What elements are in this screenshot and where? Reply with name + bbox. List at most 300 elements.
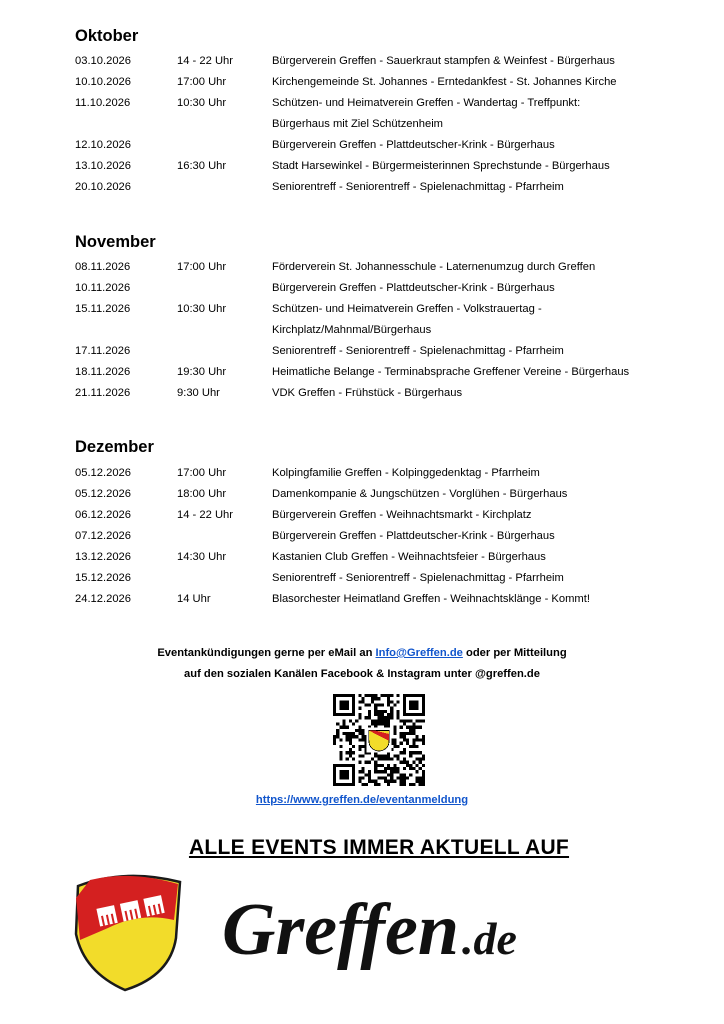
event-date: 17.11.2026 bbox=[75, 345, 131, 357]
event-date: 06.12.2026 bbox=[75, 509, 131, 521]
qr-module bbox=[419, 738, 422, 741]
announcement-line-1 bbox=[0, 647, 724, 659]
qr-module bbox=[419, 761, 422, 764]
qr-module bbox=[396, 757, 399, 760]
qr-module bbox=[362, 738, 365, 741]
qr-module bbox=[393, 732, 396, 735]
qr-module bbox=[365, 773, 368, 776]
qr-module bbox=[346, 735, 349, 738]
qr-module bbox=[339, 726, 342, 729]
qr-module bbox=[393, 754, 396, 757]
qr-module bbox=[358, 732, 361, 735]
qr-module bbox=[403, 773, 406, 776]
qr-module bbox=[368, 704, 371, 707]
qr-module bbox=[371, 697, 374, 700]
event-text: Kirchplatz/Mahnmal/Bürgerhaus bbox=[272, 324, 432, 336]
event-text: Kolpingfamilie Greffen - Kolpinggedenktag - Pfarrheim bbox=[272, 467, 540, 479]
qr-module bbox=[352, 757, 355, 760]
qr-module bbox=[390, 707, 393, 710]
qr-module bbox=[403, 783, 406, 786]
qr-module bbox=[368, 713, 371, 716]
qr-module bbox=[422, 783, 425, 786]
qr-module bbox=[409, 764, 412, 767]
logo-suffix: .de bbox=[462, 913, 517, 964]
qr-module bbox=[349, 735, 352, 738]
qr-module bbox=[339, 751, 342, 754]
event-date: 05.12.2026 bbox=[75, 467, 131, 479]
email-link[interactable]: Info@Greffen.de bbox=[375, 647, 463, 659]
qr-module bbox=[346, 751, 349, 754]
qr-module bbox=[387, 757, 390, 760]
event-text: Bürgerverein Greffen - Sauerkraut stampfen & Weinfest - Bürgerhaus bbox=[272, 55, 615, 67]
qr-module bbox=[374, 704, 377, 707]
qr-module bbox=[393, 745, 396, 748]
qr-module bbox=[390, 757, 393, 760]
event-text: Kirchengemeinde St. Johannes - Erntedankfest - St. Johannes Kirche bbox=[272, 76, 617, 88]
qr-module bbox=[403, 761, 406, 764]
qr-module bbox=[371, 780, 374, 783]
qr-module bbox=[419, 767, 422, 770]
qr-module bbox=[381, 757, 384, 760]
qr-module bbox=[374, 767, 377, 770]
qr-module bbox=[390, 767, 393, 770]
qr-module bbox=[368, 776, 371, 779]
qr-module bbox=[381, 694, 384, 697]
qr-module bbox=[387, 700, 390, 703]
qr-module bbox=[400, 719, 403, 722]
qr-module bbox=[400, 783, 403, 786]
qr-module bbox=[381, 716, 384, 719]
qr-module bbox=[355, 729, 358, 732]
qr-module bbox=[412, 742, 415, 745]
qr-module bbox=[393, 704, 396, 707]
qr-module bbox=[406, 761, 409, 764]
qr-module bbox=[365, 704, 368, 707]
qr-module bbox=[343, 726, 346, 729]
qr-module bbox=[415, 719, 418, 722]
qr-module bbox=[387, 704, 390, 707]
qr-module bbox=[371, 757, 374, 760]
qr-module bbox=[412, 751, 415, 754]
qr-module bbox=[387, 713, 390, 716]
qr-module bbox=[384, 754, 387, 757]
qr-module bbox=[400, 751, 403, 754]
qr-module bbox=[422, 780, 425, 783]
qr-module bbox=[333, 738, 336, 741]
event-row bbox=[75, 93, 695, 114]
event-row bbox=[75, 135, 695, 156]
qr-module bbox=[362, 754, 365, 757]
qr-module bbox=[336, 723, 339, 726]
event-text: Kastanien Club Greffen - Weihnachtsfeier - Bürgerhaus bbox=[272, 551, 546, 563]
qr-module bbox=[336, 735, 339, 738]
qr-module bbox=[343, 723, 346, 726]
qr-module bbox=[393, 767, 396, 770]
event-time: 9:30 Uhr bbox=[177, 387, 220, 399]
qr-module bbox=[384, 710, 387, 713]
qr-module bbox=[339, 757, 342, 760]
event-text: Damenkompanie & Jungschützen - Vorglühen - Bürgerhaus bbox=[272, 488, 568, 500]
qr-module bbox=[409, 719, 412, 722]
qr-module bbox=[355, 719, 358, 722]
event-text: VDK Greffen - Frühstück - Bürgerhaus bbox=[272, 387, 463, 399]
event-date: 03.10.2026 bbox=[75, 55, 131, 67]
qr-module bbox=[409, 726, 412, 729]
qr-module bbox=[419, 719, 422, 722]
qr-module bbox=[377, 713, 380, 716]
qr-module bbox=[403, 748, 406, 751]
qr-module bbox=[362, 697, 365, 700]
qr-module bbox=[358, 761, 361, 764]
qr-module bbox=[352, 732, 355, 735]
qr-module bbox=[339, 754, 342, 757]
event-row bbox=[75, 156, 695, 177]
qr-module bbox=[422, 754, 425, 757]
event-text: Schützen- und Heimatverein Greffen - Volkstrauertag - bbox=[272, 303, 542, 315]
qr-module bbox=[362, 745, 365, 748]
month-heading-oktober: Oktober bbox=[75, 27, 139, 45]
qr-module bbox=[349, 754, 352, 757]
qr-module bbox=[387, 719, 390, 722]
qr-module bbox=[358, 745, 361, 748]
qr-module bbox=[374, 770, 377, 773]
qr-module bbox=[377, 719, 380, 722]
qr-module bbox=[393, 726, 396, 729]
qr-module bbox=[403, 751, 406, 754]
qr-module bbox=[419, 776, 422, 779]
qr-module bbox=[415, 757, 418, 760]
logo-wordmark: Greffen bbox=[222, 889, 460, 971]
qr-module bbox=[384, 776, 387, 779]
event-text: Bürgerverein Greffen - Plattdeutscher-Krink - Bürgerhaus bbox=[272, 530, 555, 542]
qr-module bbox=[358, 694, 361, 697]
qr-module bbox=[390, 770, 393, 773]
event-registration-link[interactable]: https://www.greffen.de/eventanmeldung bbox=[255, 794, 469, 806]
event-time: 17:00 Uhr bbox=[177, 467, 227, 479]
event-row bbox=[75, 362, 695, 383]
announcement-text: Eventankündigungen gerne per eMail an bbox=[157, 647, 376, 659]
event-time: 10:30 Uhr bbox=[177, 97, 227, 109]
event-text: Heimatliche Belange - Terminabsprache Greffener Vereine - Bürgerhaus bbox=[272, 366, 630, 378]
qr-module bbox=[406, 738, 409, 741]
event-date: 18.11.2026 bbox=[75, 366, 131, 378]
event-text: Seniorentreff - Seniorentreff - Spielenachmittag - Pfarrheim bbox=[272, 572, 564, 584]
qr-module bbox=[415, 751, 418, 754]
qr-module bbox=[396, 716, 399, 719]
qr-module bbox=[403, 780, 406, 783]
event-row bbox=[75, 257, 695, 278]
qr-module bbox=[396, 770, 399, 773]
qr-code[interactable] bbox=[333, 694, 425, 786]
qr-module bbox=[387, 694, 390, 697]
qr-module bbox=[349, 719, 352, 722]
qr-module bbox=[400, 780, 403, 783]
qr-module bbox=[381, 770, 384, 773]
event-text: Bürgerhaus mit Ziel Schützenheim bbox=[272, 118, 443, 130]
qr-module bbox=[422, 776, 425, 779]
qr-module bbox=[349, 748, 352, 751]
qr-module bbox=[362, 735, 365, 738]
event-date: 13.10.2026 bbox=[75, 160, 131, 172]
event-text: Bürgerverein Greffen - Plattdeutscher-Krink - Bürgerhaus bbox=[272, 282, 555, 294]
qr-module bbox=[390, 776, 393, 779]
qr-module bbox=[415, 726, 418, 729]
qr-module bbox=[393, 742, 396, 745]
qr-module bbox=[381, 710, 384, 713]
month-heading-november: November bbox=[75, 233, 156, 251]
qr-module bbox=[381, 754, 384, 757]
qr-module bbox=[384, 780, 387, 783]
qr-module bbox=[403, 723, 406, 726]
qr-module bbox=[422, 735, 425, 738]
qr-module bbox=[336, 729, 339, 732]
event-time: 17:00 Uhr bbox=[177, 261, 227, 273]
qr-module bbox=[406, 742, 409, 745]
announcement-text: oder per Mitteilung bbox=[462, 647, 567, 659]
event-row bbox=[75, 51, 695, 72]
qr-module bbox=[390, 710, 393, 713]
event-time: 19:30 Uhr bbox=[177, 366, 227, 378]
qr-module bbox=[422, 742, 425, 745]
qr-module bbox=[412, 745, 415, 748]
qr-module bbox=[377, 716, 380, 719]
event-row bbox=[75, 299, 695, 320]
event-date: 07.12.2026 bbox=[75, 530, 131, 542]
qr-module bbox=[422, 770, 425, 773]
qr-module bbox=[381, 704, 384, 707]
qr-module bbox=[381, 776, 384, 779]
qr-module bbox=[333, 742, 336, 745]
qr-module bbox=[362, 700, 365, 703]
qr-module bbox=[384, 719, 387, 722]
event-time: 14 Uhr bbox=[177, 593, 211, 605]
event-date: 24.12.2026 bbox=[75, 593, 131, 605]
qr-module bbox=[422, 738, 425, 741]
qr-module bbox=[377, 710, 380, 713]
month-heading-dezember: Dezember bbox=[75, 438, 154, 456]
qr-module bbox=[362, 770, 365, 773]
qr-module bbox=[403, 719, 406, 722]
qr-module bbox=[390, 780, 393, 783]
event-time: 16:30 Uhr bbox=[177, 160, 227, 172]
qr-module bbox=[393, 764, 396, 767]
qr-module bbox=[419, 780, 422, 783]
event-text: Seniorentreff - Seniorentreff - Spielenachmittag - Pfarrheim bbox=[272, 345, 564, 357]
qr-module bbox=[365, 761, 368, 764]
event-date: 21.11.2026 bbox=[75, 387, 131, 399]
qr-module bbox=[409, 773, 412, 776]
qr-module bbox=[362, 729, 365, 732]
qr-module bbox=[346, 726, 349, 729]
qr-module bbox=[387, 783, 390, 786]
qr-module bbox=[422, 764, 425, 767]
event-date: 13.12.2026 bbox=[75, 551, 131, 563]
event-time: 10:30 Uhr bbox=[177, 303, 227, 315]
qr-module bbox=[415, 735, 418, 738]
qr-module bbox=[374, 707, 377, 710]
event-row-continuation bbox=[75, 320, 695, 341]
qr-module bbox=[343, 732, 346, 735]
qr-module bbox=[365, 694, 368, 697]
qr-module bbox=[415, 770, 418, 773]
qr-module bbox=[358, 700, 361, 703]
qr-module bbox=[393, 729, 396, 732]
qr-module bbox=[387, 697, 390, 700]
qr-module bbox=[396, 767, 399, 770]
qr-module bbox=[368, 710, 371, 713]
qr-module bbox=[381, 719, 384, 722]
qr-module bbox=[358, 776, 361, 779]
qr-module bbox=[422, 719, 425, 722]
qr-module bbox=[377, 704, 380, 707]
qr-module bbox=[358, 754, 361, 757]
qr-module bbox=[406, 764, 409, 767]
qr-module bbox=[387, 754, 390, 757]
event-row bbox=[75, 177, 695, 198]
qr-module bbox=[415, 780, 418, 783]
qr-module bbox=[419, 751, 422, 754]
qr-module bbox=[368, 716, 371, 719]
event-row bbox=[75, 589, 695, 610]
event-row bbox=[75, 72, 695, 93]
event-text: Bürgerverein Greffen - Weihnachtsmarkt - Kirchplatz bbox=[272, 509, 532, 521]
qr-module bbox=[349, 738, 352, 741]
qr-module bbox=[403, 767, 406, 770]
qr-module bbox=[362, 732, 365, 735]
qr-module bbox=[393, 770, 396, 773]
qr-module bbox=[377, 757, 380, 760]
qr-module bbox=[362, 776, 365, 779]
qr-module bbox=[390, 716, 393, 719]
qr-module bbox=[358, 729, 361, 732]
qr-module bbox=[422, 773, 425, 776]
qr-module bbox=[349, 742, 352, 745]
qr-module bbox=[412, 729, 415, 732]
qr-module bbox=[406, 776, 409, 779]
event-row bbox=[75, 463, 695, 484]
qr-module bbox=[374, 783, 377, 786]
qr-module bbox=[377, 754, 380, 757]
qr-module bbox=[333, 735, 336, 738]
qr-module bbox=[400, 776, 403, 779]
event-date: 12.10.2026 bbox=[75, 139, 131, 151]
qr-module bbox=[387, 764, 390, 767]
qr-module bbox=[365, 716, 368, 719]
qr-module bbox=[390, 773, 393, 776]
event-row bbox=[75, 547, 695, 568]
qr-module bbox=[422, 757, 425, 760]
qr-module bbox=[352, 751, 355, 754]
qr-module bbox=[400, 773, 403, 776]
qr-module bbox=[403, 776, 406, 779]
qr-module bbox=[396, 700, 399, 703]
qr-module bbox=[412, 738, 415, 741]
qr-module bbox=[400, 726, 403, 729]
qr-module bbox=[387, 716, 390, 719]
event-row bbox=[75, 383, 695, 404]
qr-module bbox=[374, 761, 377, 764]
event-time: 14 - 22 Uhr bbox=[177, 55, 233, 67]
qr-module bbox=[365, 783, 368, 786]
qr-module bbox=[358, 726, 361, 729]
event-date: 15.12.2026 bbox=[75, 572, 131, 584]
qr-module bbox=[374, 697, 377, 700]
qr-module bbox=[368, 780, 371, 783]
qr-module bbox=[352, 723, 355, 726]
qr-module bbox=[419, 757, 422, 760]
qr-module bbox=[384, 770, 387, 773]
qr-module bbox=[409, 767, 412, 770]
qr-module bbox=[358, 738, 361, 741]
qr-module bbox=[371, 700, 374, 703]
qr-module bbox=[412, 761, 415, 764]
qr-module bbox=[339, 745, 342, 748]
event-row bbox=[75, 526, 695, 547]
event-time: 14 - 22 Uhr bbox=[177, 509, 233, 521]
qr-module bbox=[406, 726, 409, 729]
event-time: 17:00 Uhr bbox=[177, 76, 227, 88]
qr-module bbox=[384, 694, 387, 697]
qr-module bbox=[419, 783, 422, 786]
qr-module bbox=[352, 745, 355, 748]
qr-module bbox=[381, 713, 384, 716]
qr-module bbox=[412, 732, 415, 735]
qr-module bbox=[409, 729, 412, 732]
qr-module bbox=[371, 719, 374, 722]
qr-module bbox=[374, 780, 377, 783]
event-text: Schützen- und Heimatverein Greffen - Wandertag - Treffpunkt: bbox=[272, 97, 581, 109]
qr-module bbox=[374, 694, 377, 697]
qr-module bbox=[371, 723, 374, 726]
qr-module bbox=[368, 761, 371, 764]
qr-module bbox=[368, 773, 371, 776]
qr-module bbox=[412, 767, 415, 770]
qr-module bbox=[358, 716, 361, 719]
qr-module bbox=[374, 764, 377, 767]
qr-module bbox=[346, 732, 349, 735]
qr-module bbox=[406, 732, 409, 735]
qr-module bbox=[374, 710, 377, 713]
event-date: 05.12.2026 bbox=[75, 488, 131, 500]
qr-module bbox=[415, 776, 418, 779]
qr-module bbox=[381, 764, 384, 767]
qr-module bbox=[409, 783, 412, 786]
qr-module bbox=[412, 726, 415, 729]
event-date: 10.10.2026 bbox=[75, 76, 131, 88]
banner-heading: ALLE EVENTS IMMER AKTUELL AUF bbox=[188, 836, 570, 859]
event-date: 11.10.2026 bbox=[75, 97, 131, 109]
qr-module bbox=[377, 723, 380, 726]
qr-module bbox=[358, 713, 361, 716]
event-row bbox=[75, 505, 695, 526]
qr-module bbox=[387, 767, 390, 770]
qr-module bbox=[377, 776, 380, 779]
qr-module bbox=[400, 742, 403, 745]
qr-module bbox=[358, 748, 361, 751]
qr-module bbox=[371, 694, 374, 697]
qr-module bbox=[387, 780, 390, 783]
qr-module bbox=[409, 745, 412, 748]
event-text: Bürgerverein Greffen - Plattdeutscher-Krink - Bürgerhaus bbox=[272, 139, 555, 151]
qr-module bbox=[349, 732, 352, 735]
qr-module bbox=[358, 707, 361, 710]
qr-module bbox=[336, 732, 339, 735]
qr-module bbox=[368, 770, 371, 773]
qr-module bbox=[358, 780, 361, 783]
qr-module bbox=[377, 764, 380, 767]
event-text: Förderverein St. Johannesschule - Laternenumzug durch Greffen bbox=[272, 261, 596, 273]
qr-module bbox=[419, 726, 422, 729]
